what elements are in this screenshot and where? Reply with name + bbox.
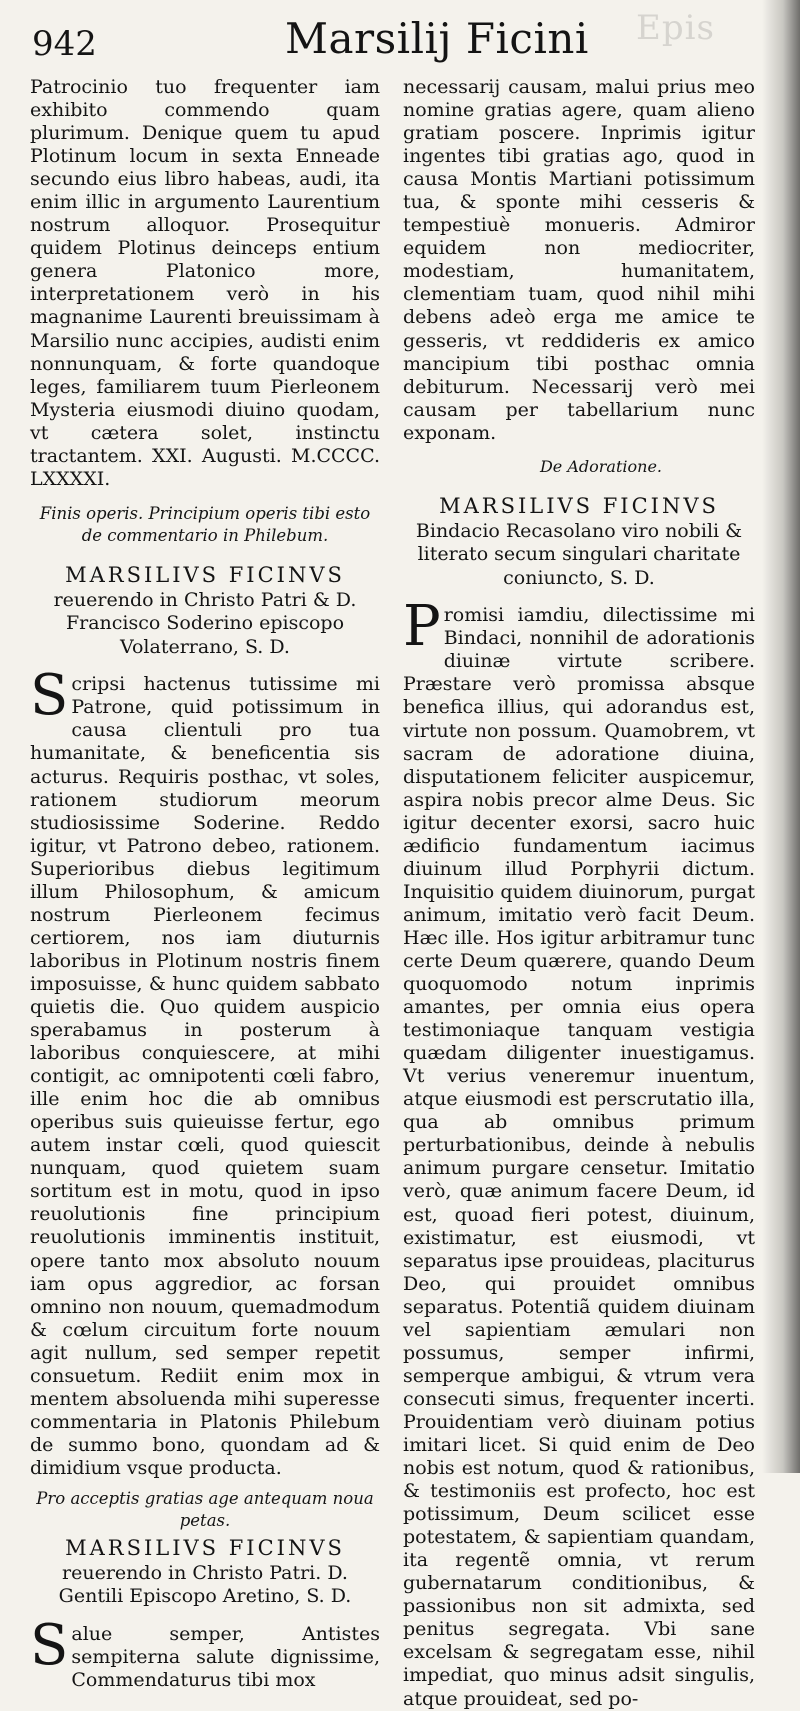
page-edge-shadow xyxy=(762,0,800,1473)
letter-recipient: reuerendo in Christo Patri & D. Francisco Soderino episcopo Volaterrano, S. D. xyxy=(53,588,357,658)
closing-motto: Pro acceptis gratias age antequam noua petas. xyxy=(36,1488,374,1530)
continuation-text-right: necessarij causam, malui prius meo nomine gratias agere, quam alieno gratiam poscere. Inprimis igitur ingentes tibi gratias ago, quod in causa Montis Martiani potissimum tua, & sponte mihi cesseris & tempestiuè monueris. Admiror equidem non mediocriter, modestiam, humanitatem, clementiam tuam, quod nihil mihi debens adeò erga me amice te gesseris, vt reddideris ex amico mancipium tibi posthac omnia debiturum. Necessarij verò mei causam per tabellarium nunc exponam. xyxy=(403,76,755,444)
letter-sender: MARSILIVS FICINVS xyxy=(439,493,719,518)
left-column xyxy=(30,76,380,1692)
bleed-through-text: Epis xyxy=(636,8,715,48)
running-head: Marsilij Ficini xyxy=(285,14,589,63)
letter-sender: MARSILIVS FICINVS xyxy=(65,1535,345,1560)
letter-recipient: Bindacio Recasolano viro nobili & literato secum singulari charitate coniuncto, S. D. xyxy=(415,519,743,589)
letter-sender: MARSILIVS FICINVS xyxy=(65,562,345,587)
page-number: 942 xyxy=(32,24,97,64)
letter-heading-gentili xyxy=(30,1534,380,1609)
letter-heading-soderino xyxy=(30,561,380,660)
right-column xyxy=(403,76,755,1711)
colophon: Finis operis. Principium operis tibi esto de commentario in Philebum. xyxy=(39,503,371,545)
letter-body-bindacio: Promisi iamdiu, dilectissime mi Bindaci, nonnihil de adorationis diuinæ virtute scribere. Præstare verò promissa absque benefica illius, qui adorandus est, virtute non possum. Quamobrem, vt sacram de adoratione diuina, disputationem feliciter auspicemur, aspira nobis precor alme Deus. Sic igitur decenter exorsi, sacro huic ædificio fundamentum iacimus diuinum illud Porphyrii dictum. Inquisitio quidem diuinorum, purgat animum, imitatio verò facit Deum. Hæc ille. Hos igitur arbitramur tunc certe Deum quærere, quando Deum quoquomodo notum inprimis amantes, per omnia eius opera testimoniaque tanquam vestigia quædam diligenter inuestigamus. Vt verius veneremur inuentum, atque eiusmodi est perscrutatio illa, qua ab omnibus primum perturbationibus, deinde à nebulis animum purgare censetur. Imitatio verò, quæ animum facere Deum, id est, quoad fieri potest, diuinum, existimatur, est eiusmodi, vt separatus ipse prouideas, placiturus Deo, qui prouidet omnibus separatus. Potentiã quidem diuinam vel sapientiam æmulari non possumus, semper infirmi, semperque ambigui, & vtrum vera consecuti simus, frequenter incerti. Prouidentiam verò diuinam potius imitari licet. Si quid enim de Deo nobis est notum, quod & rationibus, & testimoniis est profecto, hoc est potissimum, Deum scilicet esse potestatem, & sapientiam quandam, ita regentẽ omnia, vt rerum gubernatarum conditionibus, & passionibus non sit admixta, sed penitus segregata. Vbi sane excelsam & segregatam esse, nihil impediat, quo minus adsit singulis, atque prouideat, sed po- xyxy=(403,594,755,1710)
letter-heading-bindacio xyxy=(403,492,755,591)
letter-body-soderino: Scripsi hactenus tutissime mi Patrone, quid potissimum in causa clientuli pro tua humanitate, & beneficentia sis acturus. Requiris posthac, vt soles, rationem studiorum meorum studiosissime Soderine. Reddo igitur, vt Patrono debeo, rationem. Superioribus diebus legitimum illum Philosophum, & amicum nostrum Pierleonem fecimus certiorem, nos iam diuturnis laboribus in Plotinum nostris finem imposuisse, & hunc quidem sabbato quietis die. Quo quidem auspicio sperabamus in posterum à laboribus conquiescere, at mihi contigit, ac omnipotenti cœli fabro, ille enim hoc die ab omnibus operibus suis quieuisse fertur, ego autem instar cœli, quod quiescit nunquam, quod quietem suam sortitum est in motu, quod in ipso reuolutionis fine principium reuolutionis imminentis instituit, opere tanto mox absoluto nouum iam opus aggredior, ac forsan omnino non nouum, quemadmodum & cœlum circuitum forte nouum agit nullum, sed semper repetit consuetum. Rediit enim mox in mentem absoluenda mihi superesse commentaria in Platonis Philebum de summo bono, quondam ad & dimidium vsque producta. xyxy=(30,663,380,1479)
letter-body-gentili: Salue semper, Antistes sempiterna salute dignissime, Commendaturus tibi mox xyxy=(30,1612,380,1692)
continuation-text-left: Patrocinio tuo frequenter iam exhibito commendo quam plurimum. Denique quem tu apud Plotinum locum in sexta Enneade secundo eius libro habeas, audi, ita enim illic in argumento Laurentium nostrum alloquor. Prosequitur quidem Plotinus deinceps entium genera Platonico more, interpretationem verò in his magnanime Laurenti breuissimam à Marsilio nunc accipies, audisti enim nonnunquam, & forte quandoque leges, familiarem tuum Pierleonem Mysteria eiusmodi diuino quodam, vt cætera solet, instinctu tractantem. XXI. Augusti. M.CCCC. LXXXXI. xyxy=(30,76,380,490)
section-title: De Adoratione. xyxy=(539,456,663,476)
letter-recipient: reuerendo in Christo Patri. D. Gentili Episcopo Aretino, S. D. xyxy=(58,1561,352,1608)
